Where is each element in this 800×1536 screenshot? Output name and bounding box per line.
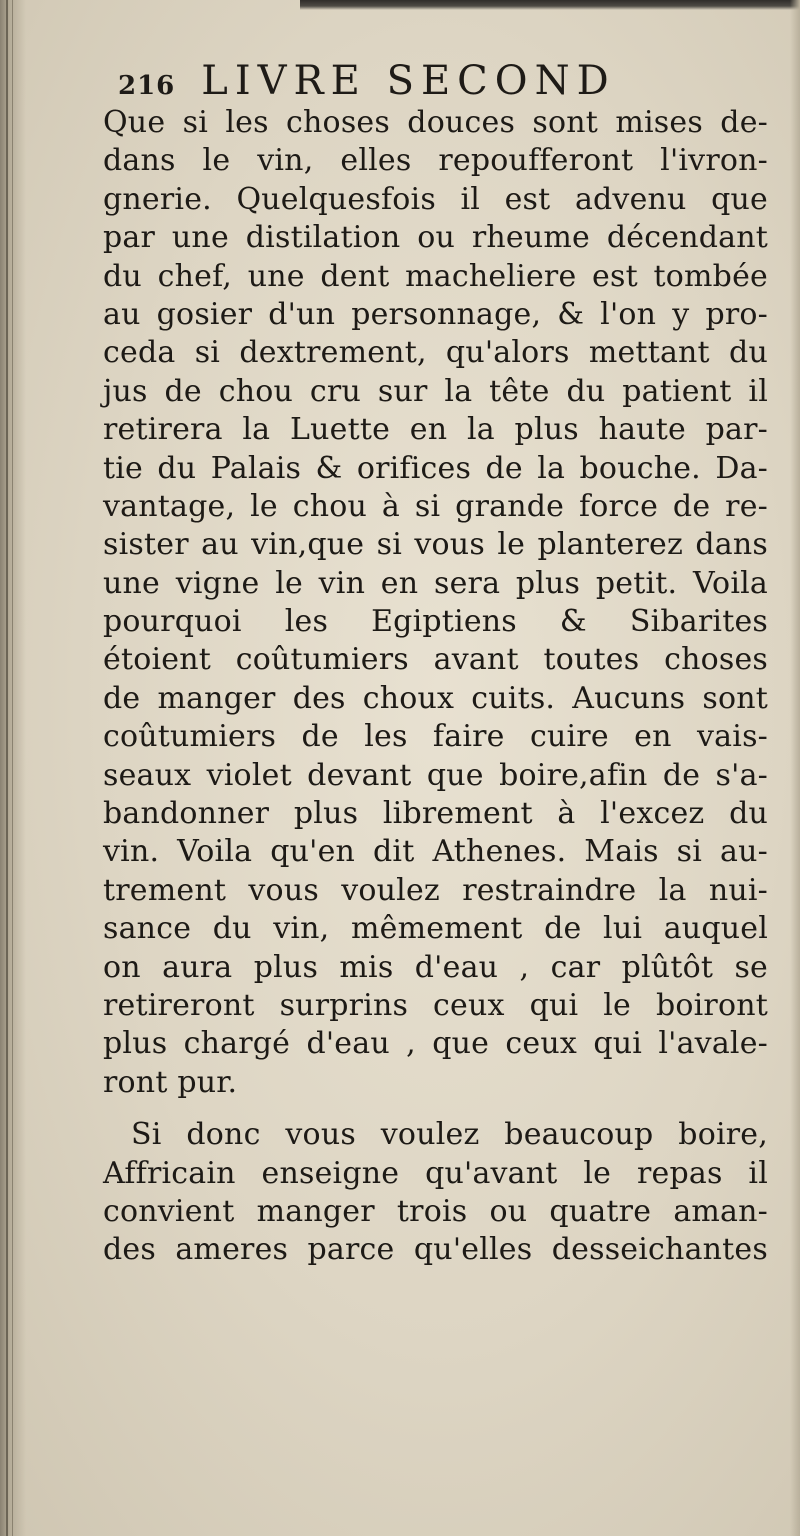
text-line: vin. Voila qu'en dit Athenes. Mais si au- — [103, 834, 768, 870]
gutter-line — [6, 0, 8, 1536]
text-line: trement vous voulez restraindre la nui- — [103, 872, 768, 908]
text-line: retirera la Luette en la plus haute par- — [103, 412, 768, 448]
text-line: dans le vin, elles repoufferont l'ivron- — [103, 143, 768, 179]
text-line: sance du vin, mêmement de lui auquel — [103, 911, 768, 947]
text-line: par une distilation ou rheume décendant — [103, 220, 768, 256]
text-line: pourquoi les Egiptiens & Sibarites — [103, 604, 768, 640]
text-line: on aura plus mis d'eau , car plûtôt se — [103, 949, 768, 985]
running-head: LIVRE SECOND — [201, 58, 616, 104]
text-line-paragraph-end: ront pur. — [103, 1064, 238, 1100]
text-line: gnerie. Quelquesfois il est advenu que — [103, 181, 768, 217]
text-line: coûtumiers de les faire cuire en vais- — [103, 719, 768, 755]
text-line: bandonner plus librement à l'excez du — [103, 796, 768, 832]
text-line: étoient coûtumiers avant toutes choses — [103, 642, 768, 678]
top-edge-shadow — [300, 0, 800, 10]
text-line: vantage, le chou à si grande force de re- — [103, 488, 768, 524]
text-line: tie du Palais & orifices de la bouche. Da- — [103, 450, 768, 486]
body-text — [103, 104, 768, 1270]
text-line: convient manger trois ou quatre aman- — [103, 1193, 768, 1229]
text-line: du chef, une dent macheliere est tombée — [103, 258, 768, 294]
text-line: sister au vin,que si vous le planterez dans — [103, 527, 768, 563]
text-line: Que si les choses douces sont mises de- — [103, 105, 768, 140]
gutter-line-secondary — [12, 0, 13, 1536]
text-line: une vigne le vin en sera plus petit. Voila — [103, 565, 768, 601]
text-line-paragraph-start: Si donc vous voulez beaucoup boire, — [131, 1117, 768, 1153]
page-number: 216 — [118, 71, 176, 101]
page-header — [118, 58, 616, 108]
page-edge — [790, 0, 800, 1536]
text-line: ceda si dextrement, qu'alors mettant du — [103, 335, 768, 371]
text-line: seaux violet devant que boire,afin de s'a- — [103, 757, 768, 793]
text-line: des ameres parce qu'elles desseichantes — [103, 1232, 768, 1268]
text-line: au gosier d'un personnage, & l'on y pro- — [103, 296, 768, 332]
binding-gutter — [0, 0, 26, 1536]
text-line: de manger des choux cuits. Aucuns sont — [103, 680, 768, 716]
text-line: retireront surprins ceux qui le boiront — [103, 987, 768, 1023]
text-line: Affricain enseigne qu'avant le repas il — [103, 1155, 768, 1191]
text-line: jus de chou cru sur la tête du patient il — [103, 373, 768, 409]
text-line: plus chargé d'eau , que ceux qui l'avale- — [103, 1026, 768, 1062]
